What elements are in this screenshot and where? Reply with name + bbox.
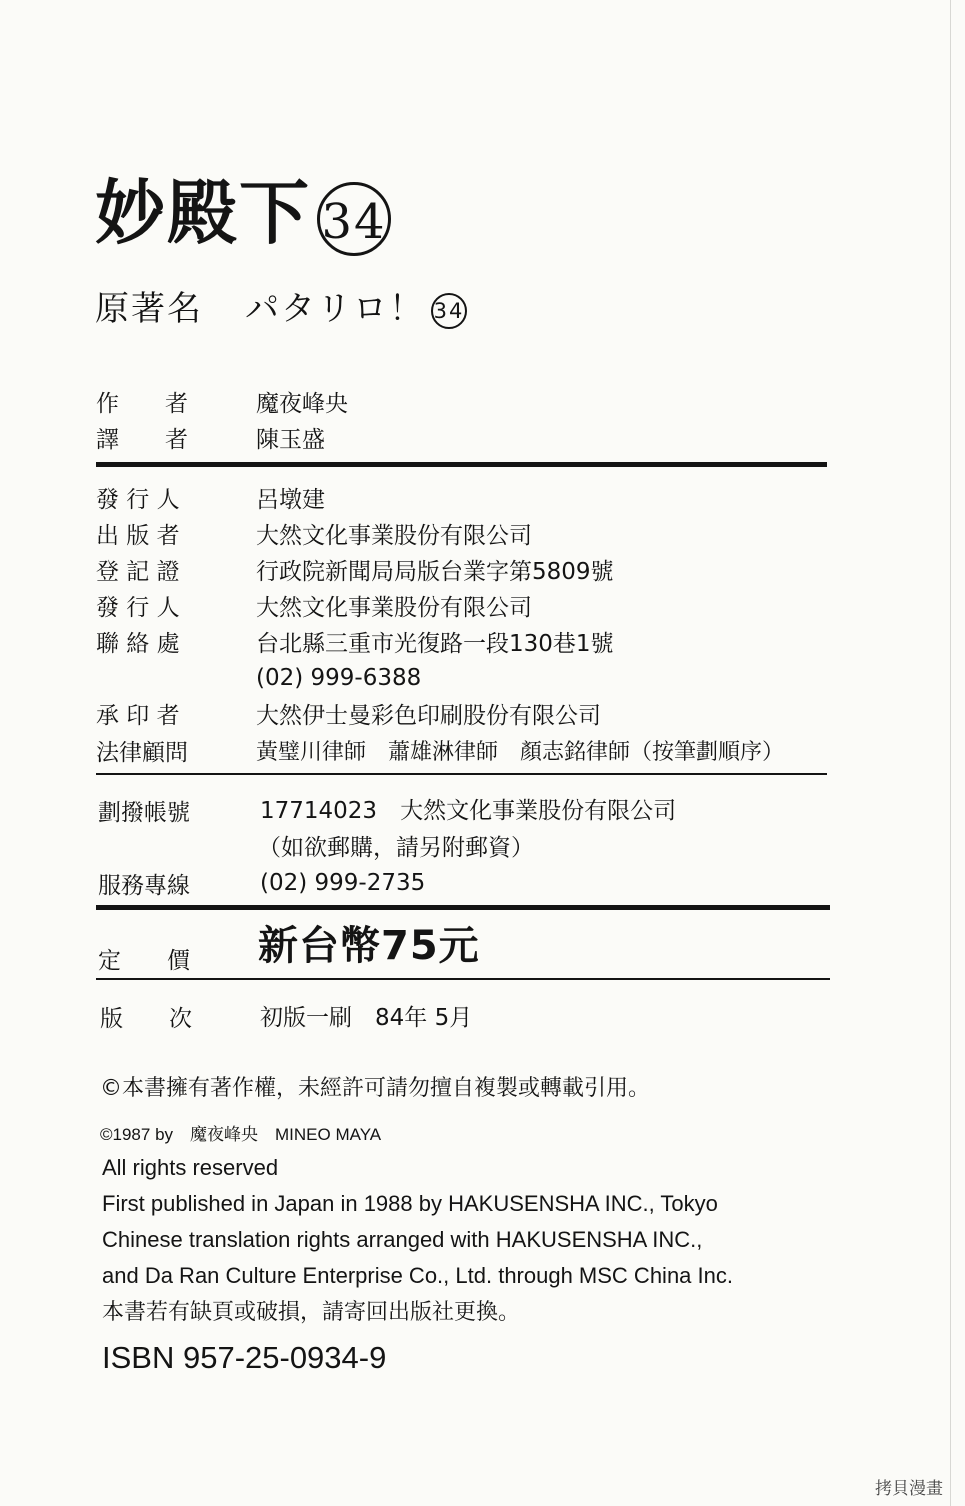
registration-label: 登 記 證 xyxy=(96,559,180,585)
price-value: 新台幣75元 xyxy=(258,923,480,969)
service-phone: (02) 999-2735 xyxy=(260,870,426,896)
printer-label: 承 印 者 xyxy=(96,703,180,729)
original-title-text: パタリロ！ xyxy=(245,289,425,329)
contact-label: 聯 絡 處 xyxy=(96,631,180,657)
divider-orders xyxy=(96,905,830,910)
volume-badge: 34 xyxy=(317,182,391,256)
legal-value: 黃璧川律師 蕭雄淋律師 顏志銘律師（按筆劃順序） xyxy=(256,740,785,765)
copyright-notice: ©本書擁有著作權，未經許可請勿擅自複製或轉載引用。 xyxy=(100,1076,651,1101)
publisher-value: 呂墩建 xyxy=(256,487,325,513)
book-title-text: 妙殿下 xyxy=(95,171,311,254)
price-label: 定 價 xyxy=(98,948,190,974)
contact-phone: (02) 999-6388 xyxy=(256,665,422,691)
press-value: 大然文化事業股份有限公司 xyxy=(256,523,532,549)
distributor-value: 大然文化事業股份有限公司 xyxy=(256,595,532,621)
translator-value: 陳玉盛 xyxy=(256,427,325,453)
distributor-label: 發 行 人 xyxy=(96,595,180,621)
author-label: 作 者 xyxy=(96,391,188,417)
page-edge xyxy=(950,0,951,1506)
author-value: 魔夜峰央 xyxy=(256,391,348,417)
first-published: First published in Japan in 1988 by HAKUSENSHA INC., Tokyo xyxy=(102,1191,718,1216)
isbn: ISBN 957-25-0934-9 xyxy=(102,1340,387,1375)
book-title xyxy=(95,171,391,256)
translation-rights: Chinese translation rights arranged with HAKUSENSHA INC., xyxy=(102,1227,703,1252)
postal-account-label: 劃撥帳號 xyxy=(98,800,190,826)
divider-credits xyxy=(96,462,827,467)
legal-label: 法律顧問 xyxy=(96,740,188,766)
translation-rights-cont: and Da Ran Culture Enterprise Co., Ltd. through MSC China Inc. xyxy=(102,1263,733,1288)
press-label: 出 版 者 xyxy=(96,523,180,549)
watermark: 拷貝漫畫 xyxy=(875,1479,943,1499)
contact-address: 台北縣三重市光復路一段130巷1號 xyxy=(256,631,614,657)
postal-note: （如欲郵購，請另附郵資） xyxy=(258,835,534,861)
edition-label: 版 次 xyxy=(100,1006,192,1032)
translator-label: 譯 者 xyxy=(96,427,188,453)
rights-reserved: All rights reserved xyxy=(102,1155,279,1180)
postal-account-value: 17714023 大然文化事業股份有限公司 xyxy=(260,798,677,824)
registration-value: 行政院新聞局局版台業字第5809號 xyxy=(256,559,614,585)
printer-value: 大然伊士曼彩色印刷股份有限公司 xyxy=(256,703,601,729)
copyright-line: ©1987 by 魔夜峰央 MINEO MAYA xyxy=(100,1125,382,1144)
replacement-notice: 本書若有缺頁或破損，請寄回出版社更換。 xyxy=(102,1300,521,1325)
original-volume-badge: 34 xyxy=(431,293,467,329)
edition-value: 初版一刷 84年 5月 xyxy=(260,1005,473,1031)
publisher-label: 發 行 人 xyxy=(96,487,180,513)
divider-price xyxy=(96,978,830,980)
service-label: 服務專線 xyxy=(98,873,190,899)
original-title-label: 原著名 xyxy=(95,289,203,329)
original-title xyxy=(95,289,467,329)
divider-publisher xyxy=(96,773,827,775)
